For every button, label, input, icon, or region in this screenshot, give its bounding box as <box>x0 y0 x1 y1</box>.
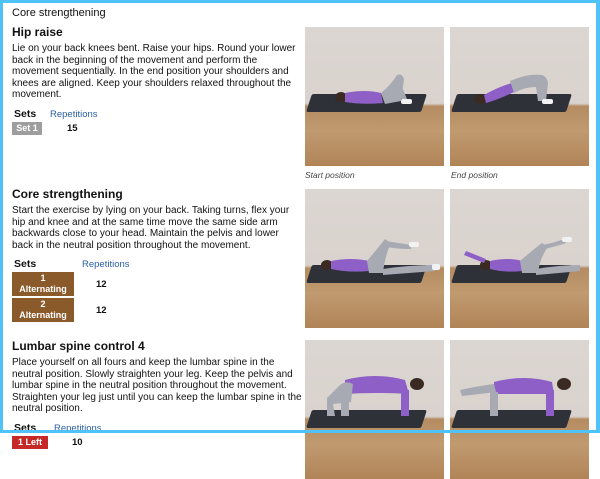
lumbar-spine-end-image <box>450 340 589 479</box>
exercise-title: Core strengthening <box>12 187 123 201</box>
set-reps: 12 <box>96 304 107 316</box>
core-strengthening-start-image <box>305 189 444 328</box>
exercise-description: Start the exercise by lying on your back. Taking turns, flex your hip and knee and at the same time move the same side arm backwards close to your head. Maintain the pelvis and lower back in the neutral position throughout the movement. <box>12 205 290 251</box>
hip-raise-end-image <box>450 27 589 166</box>
set-reps: 15 <box>67 122 78 134</box>
exercise-description: Place yourself on all fours and keep the lumbar spine in the neutral position. Slowly straighten your leg. Keep the pelvis and lumbar spine in the neutral position throughout the movement. Straighten your leg just until you can keep the lumbar spine in the neutral position. <box>12 357 302 414</box>
sets-header: Sets <box>14 107 37 120</box>
set-badge: 2 Alternating <box>12 298 74 322</box>
repetitions-header: Repetitions <box>54 422 102 434</box>
sets-header: Sets <box>14 421 37 434</box>
set-badge: Set 1 <box>12 122 42 135</box>
exercise-lumbar-spine-control <box>12 339 302 449</box>
set-row <box>12 436 302 449</box>
set-badge: 1 Alternating <box>12 272 74 296</box>
start-position-caption: Start position <box>305 170 355 180</box>
sets-table <box>12 422 302 449</box>
set-badge: 1 Left <box>12 436 48 449</box>
end-position-caption: End position <box>451 170 498 180</box>
sets-table <box>12 108 302 135</box>
exercise-title: Lumbar spine control 4 <box>12 339 145 353</box>
repetitions-header: Repetitions <box>82 259 130 270</box>
sets-header: Sets <box>14 258 37 270</box>
set-row <box>12 272 302 296</box>
set-row <box>12 122 302 135</box>
lumbar-spine-start-image <box>305 340 444 479</box>
set-reps: 10 <box>72 436 83 448</box>
core-strengthening-end-image <box>450 189 589 328</box>
hip-raise-start-image <box>305 27 444 166</box>
exercise-core-strengthening <box>12 187 302 322</box>
set-reps: 12 <box>96 278 107 290</box>
repetitions-header: Repetitions <box>50 108 98 120</box>
sets-table <box>12 258 302 322</box>
set-row <box>12 298 302 322</box>
exercise-description: Lie on your back knees bent. Raise your hips. Round your lower back in the beginning of the movement and perform the movement sequentially. In the end position your shoulders and knees are aligned. Keep your shoulders relaxed throughout the movement. <box>12 43 296 100</box>
page-title: Core strengthening <box>12 7 106 19</box>
exercise-title: Hip raise <box>12 25 63 39</box>
exercise-hip-raise <box>12 25 302 135</box>
